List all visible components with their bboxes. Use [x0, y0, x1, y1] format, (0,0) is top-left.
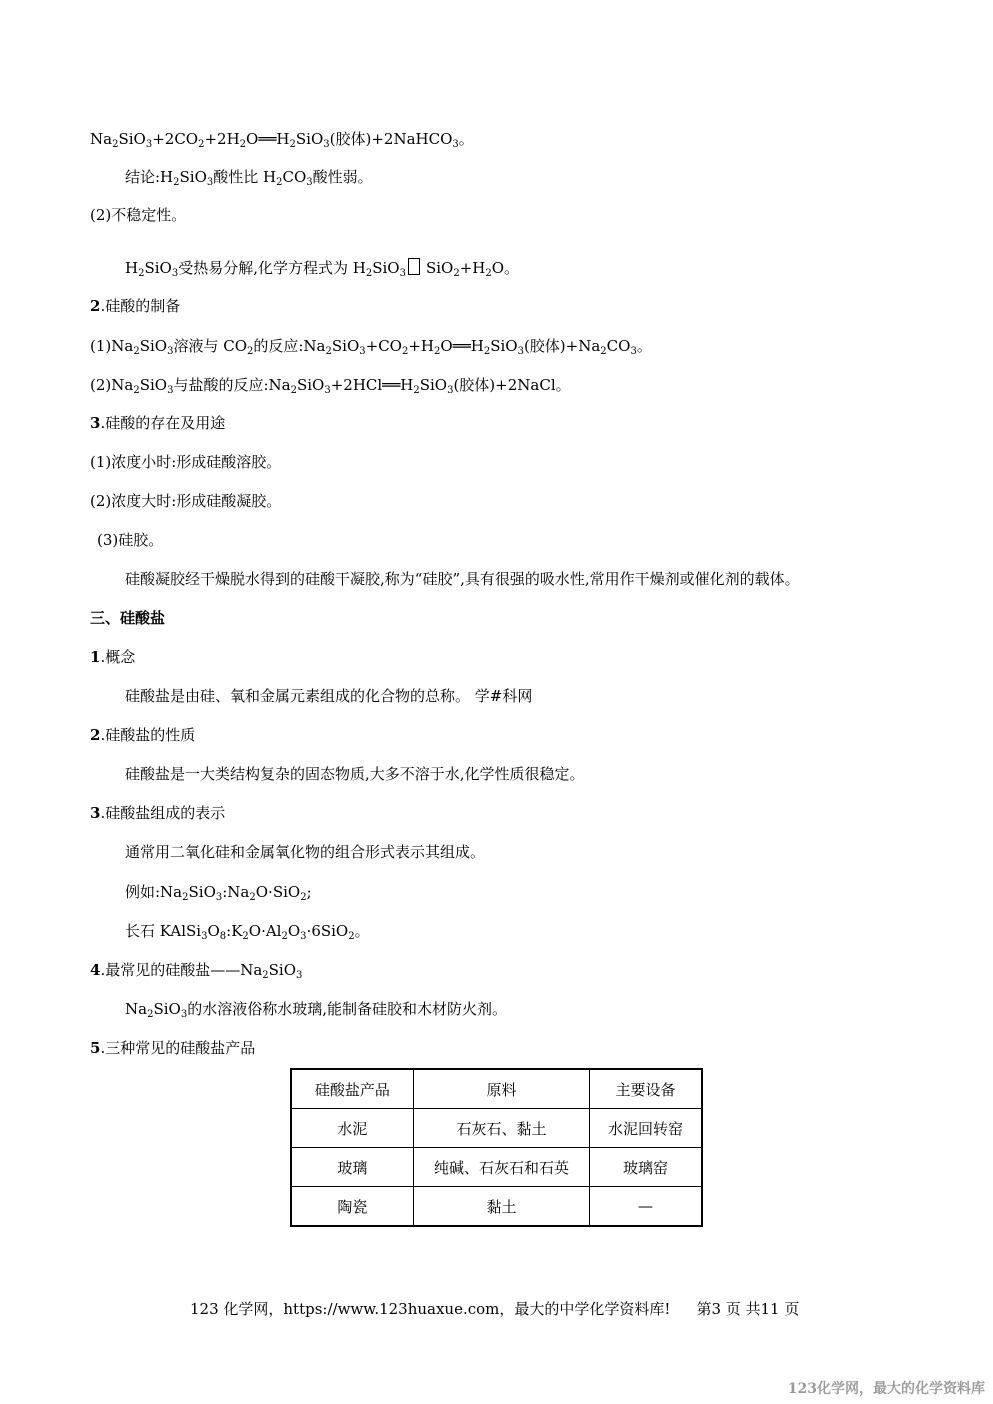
heading-preparation: 2.硅酸的制备 [90, 297, 181, 315]
page-number: 第3 页 共11 页 [696, 1300, 800, 1318]
heading-existence-uses: 3.硅酸的存在及用途 [90, 414, 226, 432]
example-formula: 例如$:Na_2SiO_3:Na_2O\cdot SiO_2$; [125, 883, 312, 903]
silicate-products-table [290, 1068, 703, 1227]
table-header-cell: 主要设备 [590, 1069, 702, 1109]
subheading-instability: (2)不稳定性。 [90, 206, 187, 224]
preparation-item-1: $(1)Na_2SiO_3$溶液与 $CO_2$的反应$:Na_2SiO_3+CO_2+H_2O══H_2SiO_3$(胶体)$+Na_2CO_3$。 [90, 337, 652, 357]
conclusion-text: 结论$:H_2SiO_3$酸性比 $H_2CO_3$酸性弱。 [125, 168, 373, 188]
feldspar-formula: 长石 $KAlSi_3O_8:K_2O\cdot Al_2O_3\cdot 6SiO_2$。 [125, 922, 370, 942]
list-item: (3)硅胶。 [97, 531, 164, 549]
heading-common-silicate: 4.最常见的硅酸盐$——Na_2SiO_3$ [90, 961, 303, 981]
table-header-cell: 硅酸盐产品 [291, 1069, 413, 1109]
watermark: 123化学网，最大的化学资料库 [787, 1381, 985, 1397]
paragraph-concept: 硅酸盐是由硅、氧和金属元素组成的化合物的总称。 学#科网 [125, 687, 533, 705]
heading-products: 5.三种常见的硅酸盐产品 [90, 1039, 256, 1057]
table-cell: 水泥回转窑 [590, 1109, 702, 1148]
paragraph-composition: 通常用二氧化硅和金属氧化物的组合形式表示其组成。 [125, 843, 486, 861]
table-cell: 纯碱、石灰石和石英 [413, 1148, 589, 1187]
table-cell: 陶瓷 [291, 1187, 413, 1227]
paragraph-water-glass: $Na_2SiO_3$的水溶液俗称水玻璃,能制备硅胶和木材防火剂。 [125, 1000, 507, 1020]
section-heading-silicates: 三、硅酸盐 [90, 609, 166, 627]
missing-glyph-box [408, 258, 420, 275]
table-header-row [291, 1069, 702, 1109]
table-row [291, 1109, 702, 1148]
table-cell: 玻璃窑 [590, 1148, 702, 1187]
table-cell: 玻璃 [291, 1148, 413, 1187]
list-item: (2)浓度大时:形成硅酸凝胶。 [90, 492, 282, 510]
table-cell: 水泥 [291, 1109, 413, 1148]
paragraph-properties: 硅酸盐是一大类结构复杂的固态物质,大多不溶于水,化学性质很稳定。 [125, 765, 585, 783]
table-cell: 黏土 [413, 1187, 589, 1227]
table-cell: 石灰石、黏土 [413, 1109, 589, 1148]
decomposition-equation: $H_2SiO_3$受热易分解,化学方程式为 $H_2SiO_3$ $SiO_2+H_2O$。 [125, 259, 520, 279]
table-cell: — [590, 1187, 702, 1227]
heading-composition: 3.硅酸盐组成的表示 [90, 804, 226, 822]
heading-concept: 1.概念 [90, 648, 136, 666]
table-row [291, 1187, 702, 1227]
page-footer [190, 1298, 799, 1319]
paragraph-silica-gel: 硅酸凝胶经干燥脱水得到的硅酸干凝胶,称为“硅胶”,具有很强的吸水性,常用作干燥剂或催化剂的载体。 [125, 570, 800, 588]
heading-properties: 2.硅酸盐的性质 [90, 726, 196, 744]
preparation-item-2: $(2)Na_2SiO_3$与盐酸的反应$:Na_2SiO_3+2HCl══H_2SiO_3$(胶体)+2NaCl。 [90, 376, 571, 396]
equation-line: $Na_2SiO_3+2CO_2+2H_2O══H_2SiO_3$(胶体)+2NaHCO$_3$。 [90, 130, 474, 150]
table-row [291, 1148, 702, 1187]
footer-site-text: 123 化学网，https://www.123huaxue.com，最大的中学化学资料库! [190, 1300, 671, 1318]
table-header-cell: 原料 [413, 1069, 589, 1109]
list-item: (1)浓度小时:形成硅酸溶胶。 [90, 453, 282, 471]
